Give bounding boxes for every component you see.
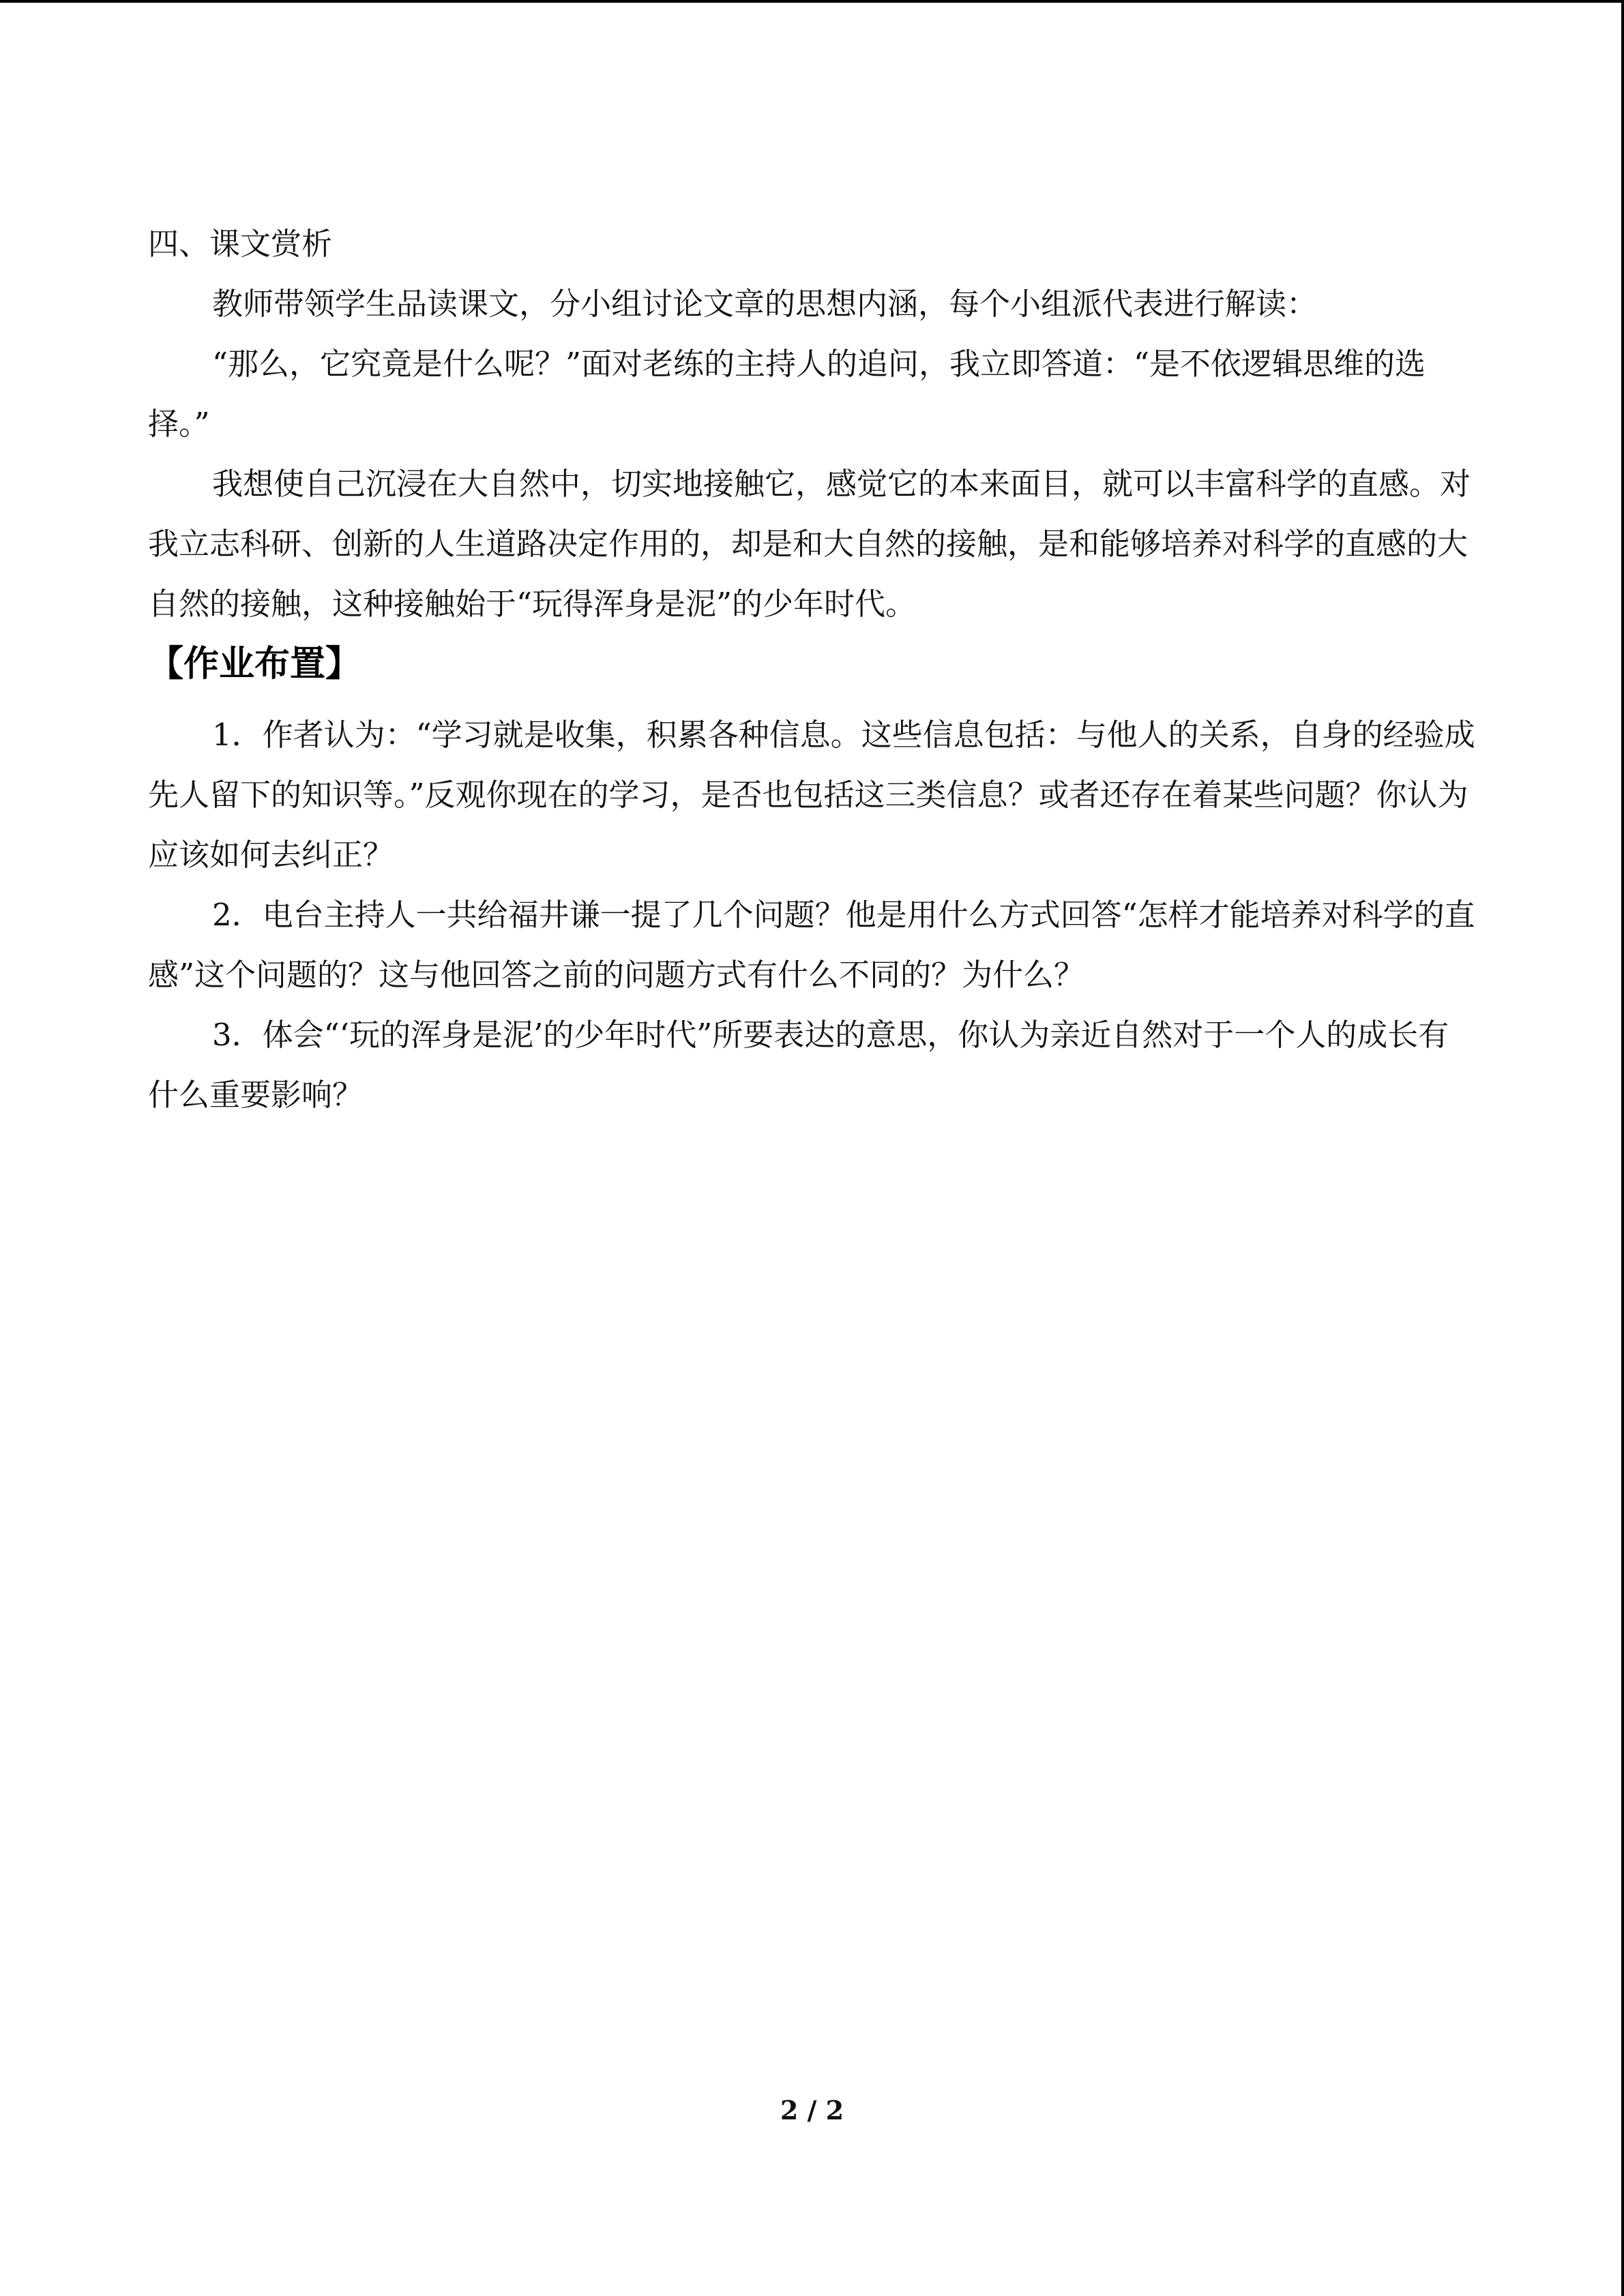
section-heading: 四、课文赏析 [148, 226, 333, 262]
paragraph: “那么，它究竟是什么呢？”面对老练的主持人的追问，我立即答道：“是不依逻辑思维的选择。” [148, 346, 1426, 442]
page-number: 2 / 2 [780, 2095, 844, 2126]
page-content [148, 214, 1478, 1125]
homework-item: 2．电台主持人一共给福井谦一提了几个问题？他是用什么方式回答“怎样才能培养对科学的直感”这个问题的？这与他回答之前的问题方式有什么不同的？为什么？ [148, 897, 1475, 993]
homework-item: 3．体会“‘玩的浑身是泥’的少年时代”所要表达的意思，你认为亲近自然对于一个人的成长有什么重要影响？ [148, 1017, 1449, 1113]
homework-item: 1．作者认为：“学习就是收集，积累各种信息。这些信息包括：与他人的关系，自身的经验成先人留下的知识等。”反观你现在的学习，是否也包括这三类信息？或者还存在着某些问题？你认为应该如何去纠正？ [148, 717, 1475, 873]
paragraph: 教师带领学生品读课文，分小组讨论文章的思想内涵，每个小组派代表进行解读： [212, 286, 1318, 322]
homework-heading: 【作业布置】 [148, 644, 361, 685]
paragraph: 我想使自己沉浸在大自然中，切实地接触它，感觉它的本来面目，就可以丰富科学的直感。对我立志科研、创新的人生道路决定作用的，却是和大自然的接触，是和能够培养对科学的直感的大自然的接触，这种接触始于“玩得浑身是泥”的少年时代。 [148, 466, 1471, 622]
